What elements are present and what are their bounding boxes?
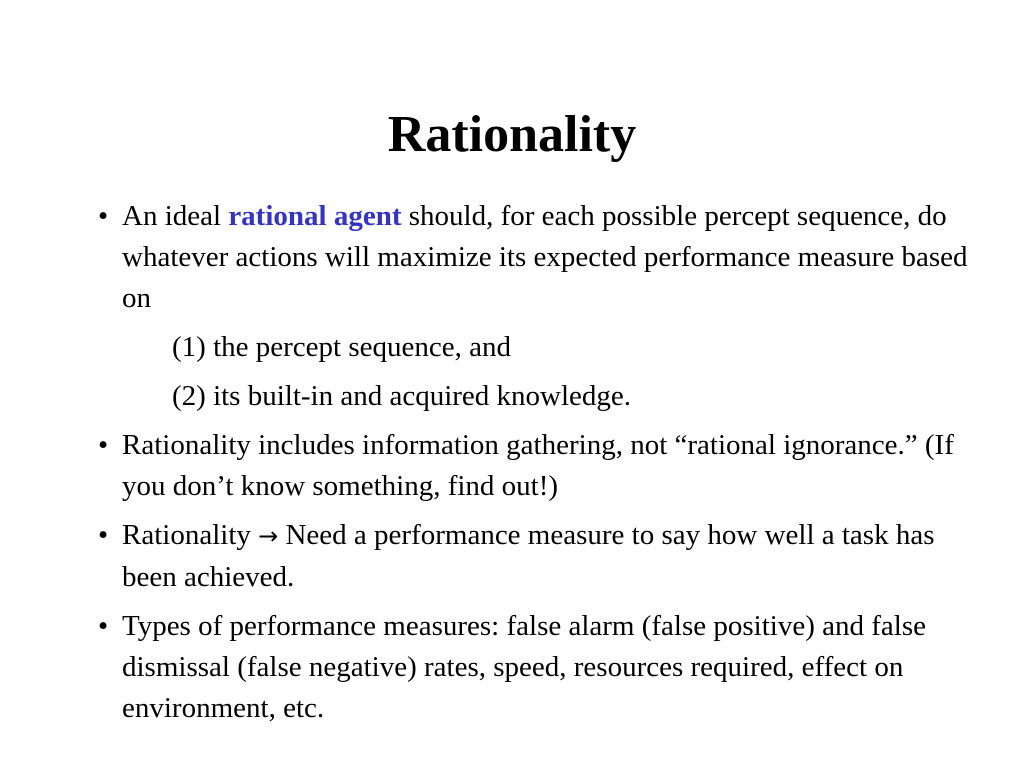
- bullet-3-text-end: Need a performance measure to say how well a task has been achieved.: [122, 519, 935, 593]
- bullet-1-text-end: should, for each possible percept sequence, do whatever actions will maximize its expected performance measure based on: [122, 200, 968, 314]
- slide-title: Rationality: [387, 106, 637, 163]
- right-arrow-icon: →: [258, 522, 279, 550]
- bullet-3-text-start: Rationality: [122, 519, 259, 551]
- slide-content: [98, 196, 978, 737]
- sub-item-1: (1) the percept sequence, and: [172, 331, 511, 363]
- bullet-item-4: [98, 606, 978, 729]
- sub-item-2: (2) its built-in and acquired knowledge.: [172, 380, 632, 412]
- bullet-marker: •: [98, 610, 109, 642]
- bullet-1-text-start: An ideal: [122, 200, 229, 232]
- bullet-item-1: [98, 196, 978, 319]
- bullet-4-text: Types of performance measures: false alarm (false positive) and false dismissal (false negative) rates, speed, resources required, effect on environment, etc.: [122, 610, 926, 724]
- bullet-2-text: Rationality includes information gathering, not “rational ignorance.” (If you don’t know something, find out!): [122, 429, 954, 502]
- bullet-marker: •: [98, 429, 109, 461]
- bullet-item-2: [98, 425, 978, 507]
- bullet-marker: •: [98, 519, 109, 551]
- bullet-item-3: [98, 515, 978, 598]
- bullet-marker: •: [98, 200, 109, 232]
- highlight-term: rational agent: [228, 200, 402, 232]
